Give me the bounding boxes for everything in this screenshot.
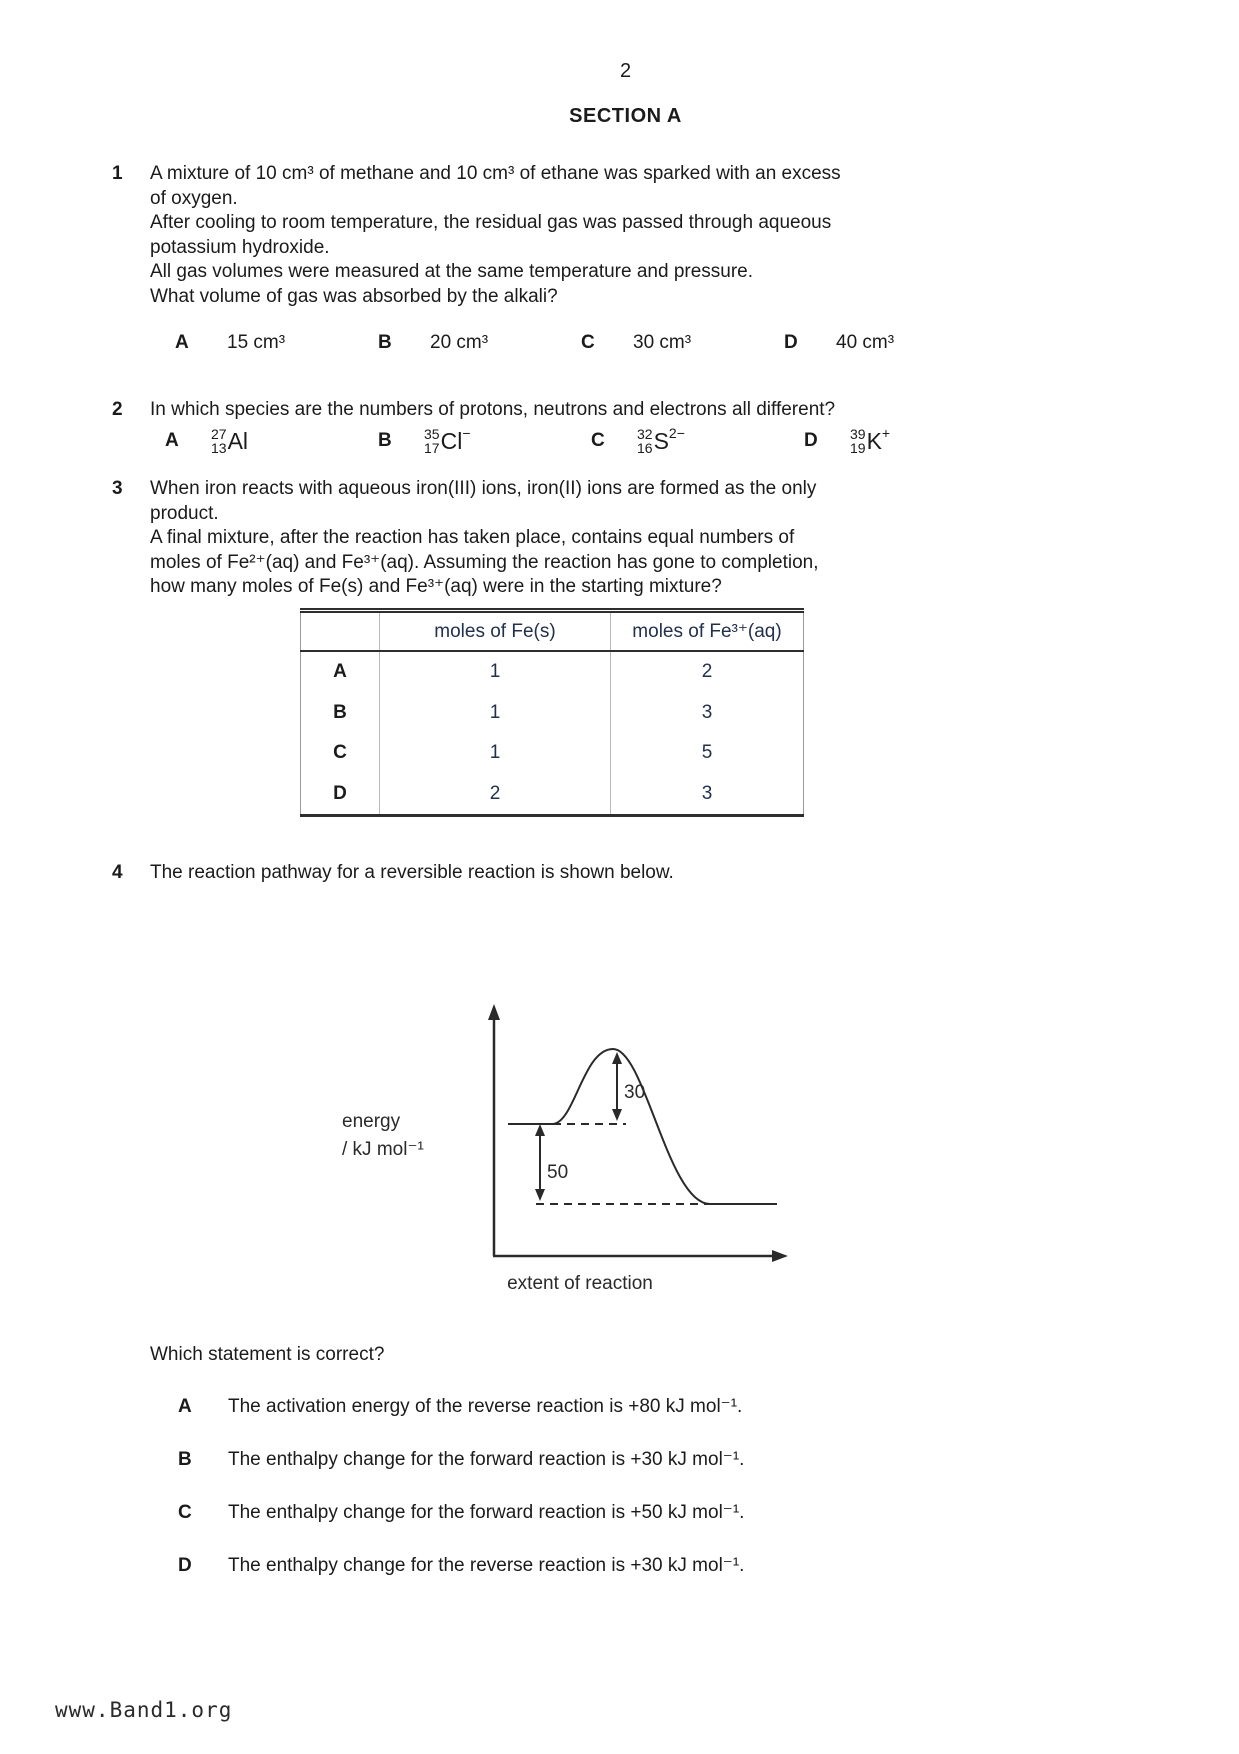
option-letter: B	[378, 332, 392, 353]
option-text: The enthalpy change for the reverse reaction is +30 kJ mol⁻¹.	[228, 1554, 745, 1576]
element-symbol: Al	[227, 428, 249, 454]
mass-number: 35	[424, 426, 440, 442]
element-symbol: Cl	[440, 428, 463, 454]
ion-charge: +	[881, 425, 891, 441]
question-3-text-line: moles of Fe²⁺(aq) and Fe³⁺(aq). Assuming the reaction has gone to completion,	[150, 551, 819, 573]
nuclide-notation	[850, 425, 891, 456]
row-letter: C	[333, 742, 347, 763]
enthalpy-change-label: 50	[547, 1161, 569, 1183]
arrowhead-down-icon	[535, 1189, 545, 1201]
question-1-options	[150, 331, 1139, 356]
watermark-url: www.Band1.org	[55, 1698, 233, 1722]
atomic-number: 16	[637, 439, 653, 456]
option-value: 15 cm³	[227, 332, 286, 353]
table-cell: 2	[380, 774, 611, 816]
nuclide-numbers	[850, 428, 866, 455]
option-b	[378, 331, 581, 356]
y-axis-label-line2: / kJ mol⁻¹	[342, 1138, 424, 1160]
option-c	[150, 1500, 1139, 1525]
question-1-text-line: potassium hydroxide.	[150, 236, 330, 258]
y-axis-label-line1: energy	[342, 1110, 401, 1132]
element-symbol: S	[653, 428, 669, 454]
mass-number: 39	[850, 426, 866, 442]
table-cell: 5	[611, 733, 804, 774]
ion-charge: 2−	[668, 425, 685, 441]
option-letter: B	[378, 430, 392, 452]
question-1-number: 1	[112, 163, 123, 184]
nuclide-numbers	[211, 428, 227, 455]
atomic-number: 17	[424, 439, 440, 456]
table-cell: 1	[380, 651, 611, 693]
x-axis-arrowhead	[772, 1250, 788, 1262]
option-letter: C	[581, 332, 595, 353]
option-value: 30 cm³	[633, 332, 692, 353]
arrowhead-down-icon	[612, 1109, 622, 1121]
section-heading: SECTION A	[569, 105, 682, 127]
option-letter: C	[591, 430, 605, 452]
table-row	[301, 651, 804, 693]
ion-charge: −	[462, 425, 471, 441]
question-1-text-line: of oxygen.	[150, 187, 238, 209]
option-letter: D	[178, 1554, 192, 1576]
option-d	[150, 1553, 1139, 1578]
arrowhead-up-icon	[535, 1124, 545, 1136]
question-3-number: 3	[112, 478, 123, 499]
nuclide-numbers	[424, 428, 440, 455]
option-letter: B	[178, 1448, 192, 1470]
table-row	[301, 774, 804, 816]
y-axis-arrowhead	[488, 1004, 500, 1020]
atomic-number: 19	[850, 439, 866, 456]
question-4-options	[150, 1394, 1139, 1578]
nuclide-numbers	[637, 428, 653, 455]
table-header-cell: moles of Fe³⁺(aq)	[611, 610, 804, 651]
table-header-cell	[301, 610, 380, 651]
option-a	[175, 331, 378, 356]
element-symbol: K	[866, 428, 882, 454]
answer-table	[300, 608, 804, 818]
nuclide-notation	[424, 425, 471, 456]
mass-number: 27	[211, 426, 227, 442]
question-3-text-line: When iron reacts with aqueous iron(III) ions, iron(II) ions are formed as the only	[150, 478, 817, 499]
question-2-number: 2	[112, 398, 123, 420]
nuclide-notation	[637, 425, 685, 456]
table-cell: 1	[380, 693, 611, 734]
arrowhead-up-icon	[612, 1052, 622, 1064]
option-letter: D	[784, 332, 798, 353]
option-text: The activation energy of the reverse reaction is +80 kJ mol⁻¹.	[228, 1395, 743, 1417]
question-2-text-line: In which species are the numbers of protons, neutrons and electrons all different?	[150, 398, 836, 420]
question-4	[112, 861, 1139, 1606]
option-letter: A	[175, 332, 189, 353]
option-d	[804, 425, 1017, 456]
question-4-prompt: Which statement is correct?	[150, 1344, 385, 1365]
table-header-row	[301, 610, 804, 651]
option-text: The enthalpy change for the forward reaction is +50 kJ mol⁻¹.	[228, 1501, 745, 1523]
question-1-text-line: After cooling to room temperature, the residual gas was passed through aqueous	[150, 212, 832, 233]
question-4-number: 4	[112, 862, 123, 883]
row-letter: A	[333, 661, 347, 682]
option-d	[784, 331, 987, 356]
option-letter: D	[804, 430, 818, 452]
mass-number: 32	[637, 426, 653, 442]
option-text: The enthalpy change for the forward reaction is +30 kJ mol⁻¹.	[228, 1448, 745, 1470]
question-4-text-line: The reaction pathway for a reversible reaction is shown below.	[150, 862, 674, 883]
option-b	[378, 425, 591, 456]
option-letter: C	[178, 1501, 192, 1523]
table-cell: 3	[611, 693, 804, 734]
row-letter: B	[333, 701, 347, 723]
question-3-text-line: how many moles of Fe(s) and Fe³⁺(aq) were in the starting mixture?	[150, 576, 722, 597]
table-cell: 3	[611, 774, 804, 816]
table-cell: 2	[611, 651, 804, 693]
question-1-text-line: What volume of gas was absorbed by the alkali?	[150, 285, 558, 307]
atomic-number: 13	[211, 439, 227, 456]
question-3-text-line: product.	[150, 502, 219, 524]
option-letter: A	[178, 1395, 192, 1417]
activation-energy-label: 30	[624, 1081, 646, 1103]
energy-profile-diagram	[340, 994, 1139, 1312]
page-number: 2	[619, 60, 632, 82]
question-1-text-line: A mixture of 10 cm³ of methane and 10 cm³ of ethane was sparked with an excess	[150, 163, 841, 184]
question-2	[112, 398, 1139, 456]
option-c	[581, 331, 784, 356]
row-letter: D	[333, 782, 347, 804]
option-c	[591, 425, 804, 456]
option-value: 40 cm³	[836, 332, 895, 353]
table-cell: 1	[380, 733, 611, 774]
energy-profile-svg	[340, 994, 810, 1304]
option-b	[150, 1447, 1139, 1472]
table-row	[301, 693, 804, 734]
question-2-options	[150, 425, 1139, 456]
question-1-text-line: All gas volumes were measured at the same temperature and pressure.	[150, 261, 754, 282]
option-a	[150, 1394, 1139, 1419]
option-a	[165, 428, 378, 455]
question-3	[112, 477, 1139, 817]
question-1	[112, 162, 1139, 356]
table-row	[301, 733, 804, 774]
option-value: 20 cm³	[430, 332, 489, 353]
table-header-cell: moles of Fe(s)	[380, 610, 611, 651]
x-axis-label: extent of reaction	[507, 1272, 653, 1294]
question-3-text-line: A final mixture, after the reaction has taken place, contains equal numbers of	[150, 527, 795, 548]
nuclide-notation	[211, 428, 248, 455]
option-letter: A	[165, 430, 179, 452]
